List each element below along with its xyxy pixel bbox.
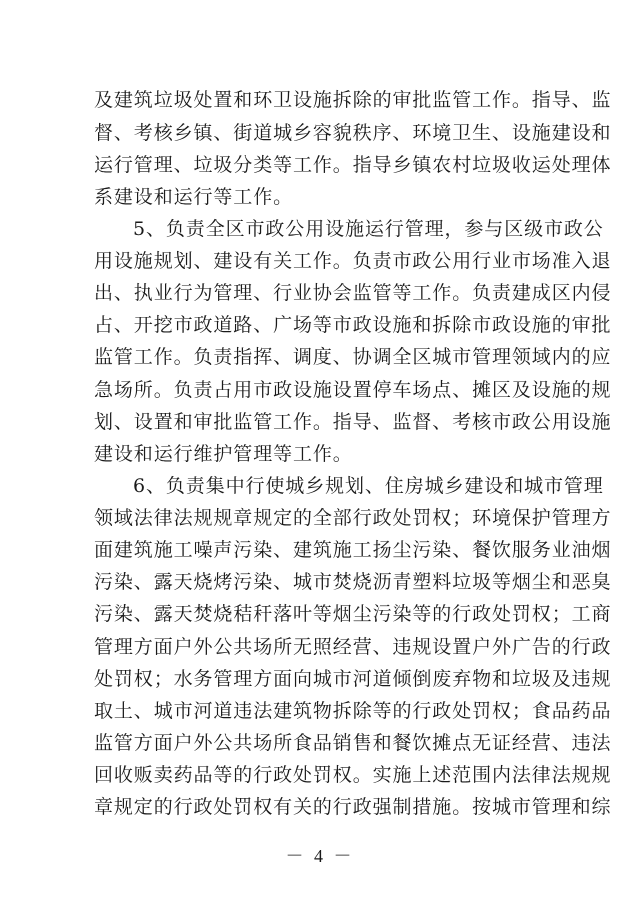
text-line: 回收贩卖药品等的行政处罚权。实施上述范围内法律法规规 [94, 764, 612, 786]
text-line: 占、开挖市政道路、广场等市政设施和拆除市政设施的审批 [94, 314, 612, 336]
text-line: 处罚权；水务管理方面向城市河道倾倒废弃物和垃圾及违规 [94, 668, 612, 690]
text-line: 污染、露天烧烤污染、城市焚烧沥青塑料垃圾等烟尘和恶臭 [94, 571, 612, 593]
paragraph-5-first-line: 5、负责全区市政公用设施运行管理，参与区级市政公 [133, 218, 604, 240]
text-line: 划、设置和审批监管工作。指导、监督、考核市政公用设施 [94, 411, 612, 433]
text-line: 督、考核乡镇、街道城乡容貌秩序、环境卫生、设施建设和 [94, 122, 612, 144]
text-line: 出、执业行为管理、行业协会监管等工作。负责建成区内侵 [94, 282, 612, 304]
text-line: 运行管理、垃圾分类等工作。指导乡镇农村垃圾收运处理体 [94, 154, 612, 176]
text-line: 及建筑垃圾处置和环卫设施拆除的审批监管工作。指导、监 [94, 89, 612, 111]
text-line: 取土、城市河道违法建筑物拆除等的行政处罚权；食品药品 [94, 700, 612, 722]
text-line: 污染、露天焚烧秸秆落叶等烟尘污染等的行政处罚权；工商 [94, 603, 612, 625]
page-number: － 4 － [285, 846, 355, 866]
text-line: 领域法律法规规章规定的全部行政处罚权；环境保护管理方 [94, 507, 612, 529]
text-line: 建设和运行维护管理等工作。 [94, 443, 353, 465]
text-line: 系建设和运行等工作。 [94, 186, 294, 208]
text-line: 监管工作。负责指挥、调度、协调全区城市管理领域内的应 [94, 346, 612, 368]
text-line: 急场所。负责占用市政设施设置停车场点、摊区及设施的规 [94, 379, 612, 401]
text-line: 监管方面户外公共场所食品销售和餐饮摊点无证经营、违法 [94, 732, 612, 754]
paragraph-6-first-line: 6、负责集中行使城乡规划、住房城乡建设和城市管理 [133, 475, 604, 497]
text-line: 面建筑施工噪声污染、建筑施工扬尘污染、餐饮服务业油烟 [94, 539, 612, 561]
text-line: 用设施规划、建设有关工作。负责市政公用行业市场准入退 [94, 250, 612, 272]
text-line: 章规定的行政处罚权有关的行政强制措施。按城市管理和综 [94, 796, 612, 818]
text-line: 管理方面户外公共场所无照经营、违规设置户外广告的行政 [94, 636, 612, 658]
